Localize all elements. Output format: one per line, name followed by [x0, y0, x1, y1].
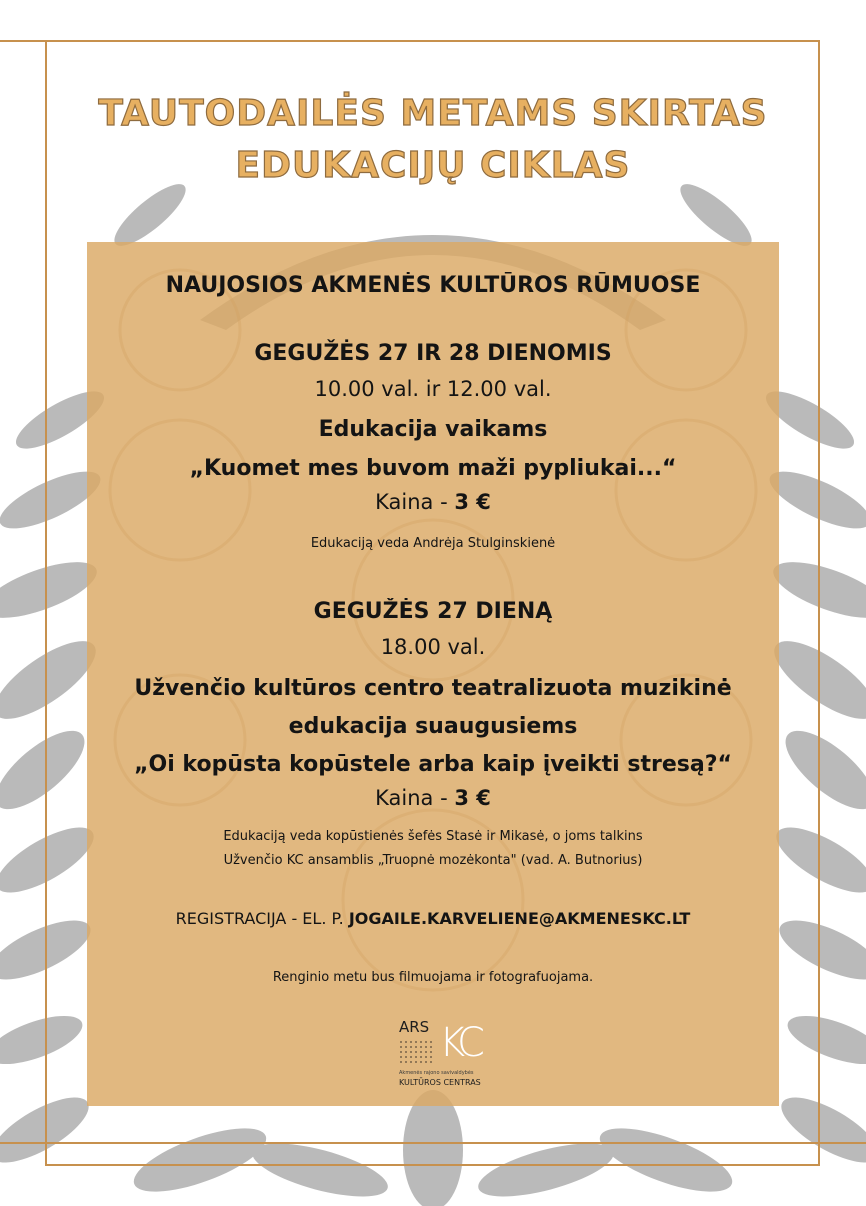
event1-dates: GEGUŽĖS 27 IR 28 DIENOMIS — [254, 341, 612, 366]
page-title-line-1: TAUTODAILĖS METAMS SKIRTAS — [98, 93, 768, 134]
ars-kc-logo — [395, 1018, 491, 1098]
event2-times: 18.00 val. — [380, 635, 486, 659]
page-title-line-2: EDUKACIJŲ CIKLAS — [235, 145, 631, 186]
registration-email-link[interactable]: JOGAILE.KARVELIENE@AKMENESKC.LT — [348, 909, 691, 928]
event1-price — [0, 490, 866, 514]
event1-name: „Kuomet mes buvom maži pypliukai...“ — [189, 456, 677, 481]
filming-notice: Renginio metu bus filmuojama ir fotografuojama. — [272, 970, 594, 985]
logo-ars-text: ARS — [399, 1018, 430, 1036]
event2-host-line-1: Edukaciją veda kopūstienės šefės Stasė ir Mikasė, o joms talkins — [223, 829, 643, 844]
event1-audience: Edukacija vaikams — [318, 417, 548, 442]
logo-org-name: KULTŪROS CENTRAS — [399, 1078, 481, 1087]
event2-price-value: 3 € — [454, 786, 491, 810]
frame-bottom-line-2 — [45, 1164, 820, 1166]
logo-small-text: Akmenės rajono savivaldybės — [399, 1070, 474, 1076]
event2-price-label: Kaina - — [375, 786, 455, 810]
event2-name: „Oi kopūsta kopūstele arba kaip įveikti stresą?“ — [134, 752, 732, 777]
event2-dates: GEGUŽĖS 27 DIENĄ — [313, 599, 553, 624]
logo-kc-mark: KC — [439, 1020, 479, 1066]
frame-top-line — [0, 40, 820, 42]
event1-price-label: Kaina - — [375, 490, 455, 514]
venue-heading: NAUJOSIOS AKMENĖS KULTŪROS RŪMUOSE — [165, 273, 701, 298]
event2-price — [0, 786, 866, 810]
frame-bottom-line-1 — [0, 1142, 866, 1144]
registration-line — [0, 909, 866, 928]
event1-host: Edukaciją veda Andrėja Stulginskienė — [310, 536, 556, 551]
event1-price-value: 3 € — [454, 490, 491, 514]
event2-description-line-2: edukacija suaugusiems — [288, 714, 578, 739]
registration-label: REGISTRACIJA - EL. P. — [175, 909, 349, 928]
event2-host-line-2: Užvenčio KC ansamblis „Truopnė mozėkonta" (vad. A. Butnorius) — [223, 853, 643, 868]
logo-dot-grid — [399, 1040, 439, 1070]
event2-description-line-1: Užvenčio kultūros centro teatralizuota muzikinė — [134, 676, 732, 701]
event1-times: 10.00 val. ir 12.00 val. — [314, 377, 552, 401]
